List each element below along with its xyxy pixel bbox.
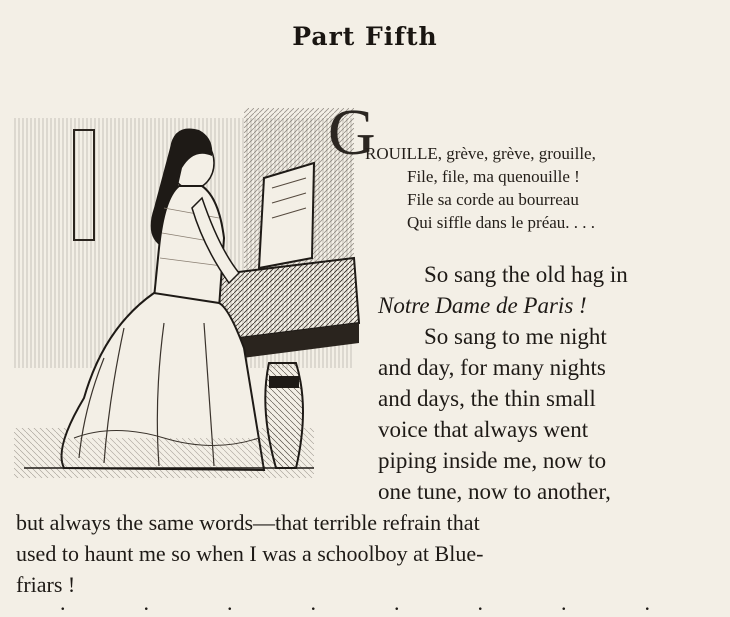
verse-line: Qui siffle dans le préau. . . . (407, 213, 596, 232)
body-line: and day, for many nights (378, 355, 606, 380)
body-line-italic-title: Notre Dame de Paris ! (378, 293, 587, 318)
body-line: one tune, now to another, (378, 479, 611, 504)
verse-line: File sa corde au bourreau (407, 190, 579, 209)
body-line: piping inside me, now to (378, 448, 607, 473)
ellipsis-dot: . (561, 590, 567, 615)
body-line: used to haunt me so when I was a schoolboy at Blue- (16, 541, 484, 566)
ellipsis-row (60, 590, 650, 616)
body-line: So sang the old hag in (424, 262, 628, 287)
ellipsis-dot: . (394, 590, 400, 615)
ellipsis-dot: . (60, 590, 66, 615)
body-line: So sang to me night (424, 324, 607, 349)
ellipsis-dot: . (227, 590, 233, 615)
ellipsis-dot: . (477, 590, 483, 615)
verse-line: File, file, ma quenouille ! (407, 167, 580, 186)
verse-line: ROUILLE, grève, grève, grouille, (365, 144, 596, 163)
body-line: friars ! (16, 572, 76, 597)
body-line: and days, the thin small (378, 386, 596, 411)
body-line: voice that always went (378, 417, 589, 442)
ellipsis-dot: . (310, 590, 316, 615)
drop-cap: G (328, 96, 376, 169)
ellipsis-dot: . (644, 590, 650, 615)
ellipsis-dot: . (143, 590, 149, 615)
page-heading: Part Fifth (292, 22, 438, 51)
illustration-woman-at-piano (14, 108, 374, 488)
body-line: but always the same words—that terrible refrain that (16, 510, 480, 535)
